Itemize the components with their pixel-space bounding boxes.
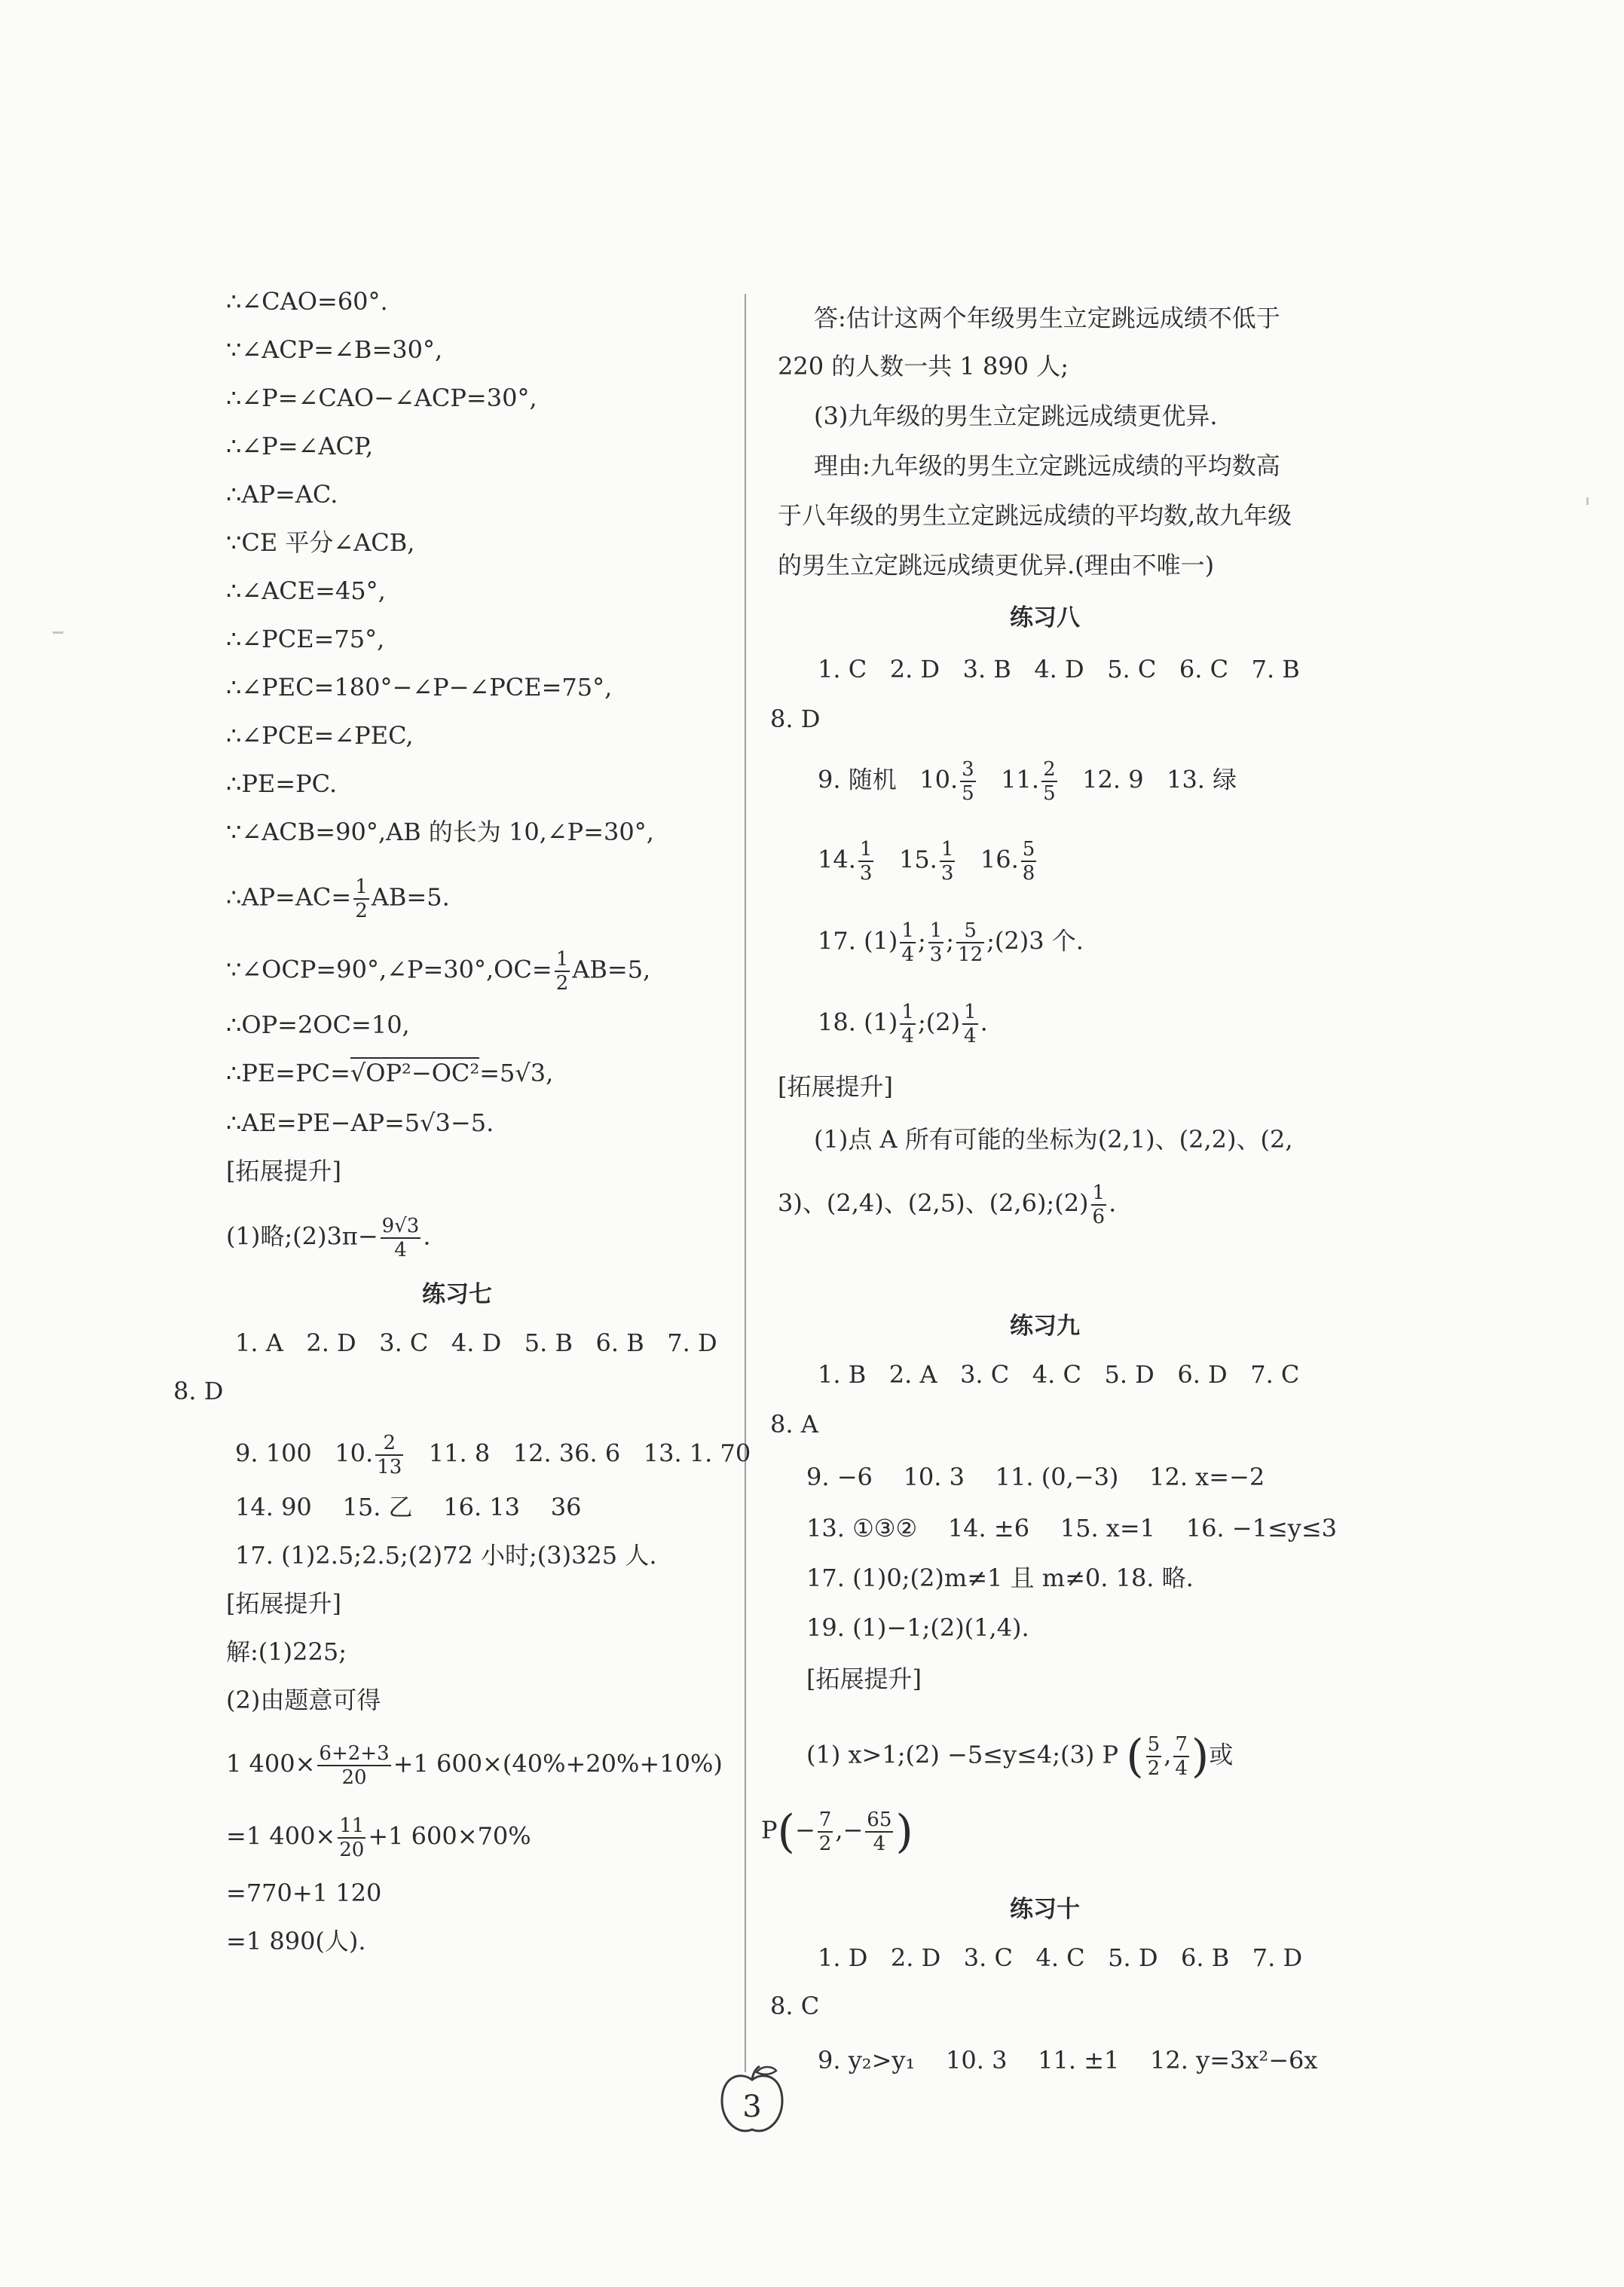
proof-line: ∴∠PEC=180°−∠P−∠PCE=75°, bbox=[226, 673, 613, 702]
fraction: $\frac{5}{2}$ bbox=[1147, 1733, 1161, 1780]
answer-row: 9. −6 10. 3 11. (0,−3) 12. x=−2 bbox=[806, 1463, 1265, 1491]
answer-row: 14. 90 15. 乙 16. 13 36 bbox=[235, 1493, 582, 1521]
answer-row: 17. (1)0;(2)m≠1 且 m≠0. 18. 略. bbox=[806, 1564, 1194, 1592]
fraction: $\frac{1}{3}$ bbox=[929, 919, 943, 966]
proof-line: ∴OP=2OC=10, bbox=[226, 1010, 410, 1039]
extension-heading: [拓展提升] bbox=[226, 1589, 341, 1618]
answer-row: 1. C 2. D 3. B 4. D 5. C 6. C 7. B bbox=[818, 655, 1300, 683]
answer-row: 14. $\frac{1}{3}$ 15. $\frac{1}{3}$ 16. $\frac{5}{8}$ bbox=[818, 838, 1035, 885]
fraction: $\frac{1}{2}$ bbox=[355, 876, 368, 922]
proof-line: ∴AP=AC. bbox=[226, 480, 338, 509]
extension-heading: [拓展提升] bbox=[778, 1072, 893, 1101]
fraction: $\frac{1}{3}$ bbox=[859, 838, 873, 885]
paragraph-line: (1)点 A 所有可能的坐标为(2,1)、(2,2)、(2, bbox=[814, 1125, 1293, 1154]
answer-row: 18. (1) $\frac{1}{4}$ ;(2) $\frac{1}{4}$ . bbox=[818, 1001, 988, 1047]
answer-row: 8. A bbox=[770, 1410, 818, 1439]
answer-row: 9. y₂>y₁ 10. 3 11. ±1 12. y=3x²−6x bbox=[818, 2046, 1318, 2075]
exercise-8-title: 练习八 bbox=[1010, 604, 1080, 631]
fraction: $\frac{1}{2}$ bbox=[555, 948, 569, 995]
proof-line: ∴∠P=∠CAO−∠ACP=30°, bbox=[226, 384, 537, 412]
answer-row: 1. B 2. A 3. C 4. C 5. D 6. D 7. C bbox=[818, 1360, 1300, 1389]
fraction: $\frac{1}{4}$ bbox=[964, 1001, 977, 1047]
paragraph-line: 的男生立定跳远成绩更优异.(理由不唯一) bbox=[778, 551, 1215, 579]
fraction: $\frac{11}{20}$ bbox=[339, 1815, 365, 1861]
sqrt-expression: √OP²−OC² bbox=[350, 1059, 480, 1087]
page-number-badge bbox=[717, 2063, 787, 2139]
proof-line: ∵∠ACB=90°,AB 的长为 10,∠P=30°, bbox=[226, 818, 654, 846]
fraction: $\frac{5}{8}$ bbox=[1022, 838, 1035, 885]
fraction: $\frac{1}{4}$ bbox=[901, 1001, 914, 1047]
answer-row: 1. A 2. D 3. C 4. D 5. B 6. B 7. D bbox=[235, 1328, 717, 1357]
scan-speck bbox=[1586, 497, 1589, 505]
answer-row: 8. C bbox=[770, 1992, 820, 2020]
fraction: $\frac{9√3}{4}$ bbox=[381, 1215, 420, 1261]
answer-row: 8. D bbox=[173, 1377, 224, 1405]
solution-line: (2)由题意可得 bbox=[226, 1686, 381, 1714]
fraction: $\frac{1}{3}$ bbox=[940, 838, 954, 885]
proof-line: ∵CE 平分∠ACB, bbox=[226, 528, 415, 557]
page-number: 3 bbox=[742, 2090, 762, 2124]
paragraph-line: 理由:九年级的男生立定跳远成绩的平均数高 bbox=[814, 451, 1280, 480]
exercise-9-title: 练习九 bbox=[1010, 1313, 1080, 1340]
fraction: $\frac{5}{12}$ bbox=[958, 919, 983, 966]
calculation-line: =770+1 120 bbox=[226, 1879, 382, 1907]
extension-heading: [拓展提升] bbox=[226, 1157, 341, 1185]
proof-line: ∵∠ACP=∠B=30°, bbox=[226, 335, 443, 364]
fraction: $\frac{6+2+3}{20}$ bbox=[319, 1742, 390, 1789]
paragraph-line: P(− $\frac{7}{2}$ ,− $\frac{65}{4}$ ) bbox=[761, 1805, 913, 1858]
answer-row: 19. (1)−1;(2)(1,4). bbox=[806, 1613, 1029, 1642]
scan-speck bbox=[53, 631, 63, 634]
column-divider bbox=[745, 294, 746, 2072]
paragraph-line: (3)九年级的男生立定跳远成绩更优异. bbox=[814, 402, 1218, 430]
proof-line: ∴∠ACE=45°, bbox=[226, 576, 386, 605]
proof-line: ∴AP=AC= $\frac{1}{2}$ AB=5. bbox=[226, 876, 450, 922]
answer-row: 1. D 2. D 3. C 4. C 5. D 6. B 7. D bbox=[818, 1943, 1303, 1972]
paragraph-line: 3)、(2,4)、(2,5)、(2,6);(2) $\frac{1}{6}$ . bbox=[778, 1182, 1117, 1228]
paragraph-line: 答:估计这两个年级男生立定跳远成绩不低于 bbox=[814, 304, 1280, 332]
fraction: $\frac{1}{6}$ bbox=[1092, 1182, 1106, 1228]
proof-line: ∴∠P=∠ACP, bbox=[226, 432, 374, 460]
solution-line: 解:(1)225; bbox=[226, 1637, 347, 1666]
answer-row: 8. D bbox=[770, 705, 821, 733]
proof-line: ∵∠OCP=90°,∠P=30°,OC= $\frac{1}{2}$ AB=5, bbox=[226, 948, 651, 995]
fraction: $\frac{7}{2}$ bbox=[818, 1809, 832, 1855]
paragraph-line: (1) x>1;(2) −5≤y≤4;(3) P ( $\frac{5}{2}$ , $\frac{7}{4}$ )或 bbox=[806, 1730, 1234, 1783]
fraction: $\frac{65}{4}$ bbox=[867, 1809, 892, 1855]
answer-row: 9. 随机 10. $\frac{3}{5}$ 11. $\frac{2}{5}$ 12. 9 13. 绿 bbox=[818, 758, 1237, 805]
answer-row: 13. ①③② 14. ±6 15. x=1 16. −1≤y≤3 bbox=[806, 1514, 1337, 1543]
proof-line: ∴∠CAO=60°. bbox=[226, 287, 388, 316]
fraction: $\frac{3}{5}$ bbox=[962, 758, 974, 805]
answer-row: 17. (1)2.5;2.5;(2)72 小时;(3)325 人. bbox=[235, 1541, 657, 1570]
answer-row: 17. (1) $\frac{1}{4}$ ; $\frac{1}{3}$ ; $\frac{5}{12}$ ;(2)3 个. bbox=[818, 919, 1084, 966]
proof-line: ∴AE=PE−AP=5√3−5. bbox=[226, 1108, 494, 1137]
fraction: $\frac{7}{4}$ bbox=[1175, 1733, 1188, 1780]
proof-line: ∴∠PCE=75°, bbox=[226, 625, 385, 653]
calculation-line: =1 400× $\frac{11}{20}$ +1 600×70% bbox=[226, 1815, 531, 1861]
answer-row: 9. 100 10. $\frac{2}{13}$ 11. 8 12. 36. 6 13. 1. 70 bbox=[235, 1432, 751, 1478]
proof-line: ∴PE=PC=√OP²−OC²=5√3, bbox=[226, 1059, 554, 1087]
fraction: $\frac{1}{4}$ bbox=[901, 919, 914, 966]
exercise-10-title: 练习十 bbox=[1010, 1896, 1080, 1923]
calculation-line: =1 890(人). bbox=[226, 1927, 366, 1955]
exercise-7-title: 练习七 bbox=[422, 1281, 492, 1308]
fraction: $\frac{2}{5}$ bbox=[1043, 758, 1056, 805]
paragraph-line: 于八年级的男生立定跳远成绩的平均数,故九年级 bbox=[778, 501, 1292, 530]
calculation-line: 1 400× $\frac{6+2+3}{20}$ +1 600×(40%+20%+10%) bbox=[226, 1742, 723, 1789]
paragraph-line: 220 的人数一共 1 890 人; bbox=[778, 352, 1069, 381]
fraction: $\frac{2}{13}$ bbox=[377, 1432, 402, 1478]
proof-line: (1)略;(2)3π− $\frac{9√3}{4}$ . bbox=[226, 1215, 431, 1261]
proof-line: ∴PE=PC. bbox=[226, 769, 338, 798]
proof-line: ∴∠PCE=∠PEC, bbox=[226, 721, 414, 750]
extension-heading: [拓展提升] bbox=[806, 1665, 922, 1693]
